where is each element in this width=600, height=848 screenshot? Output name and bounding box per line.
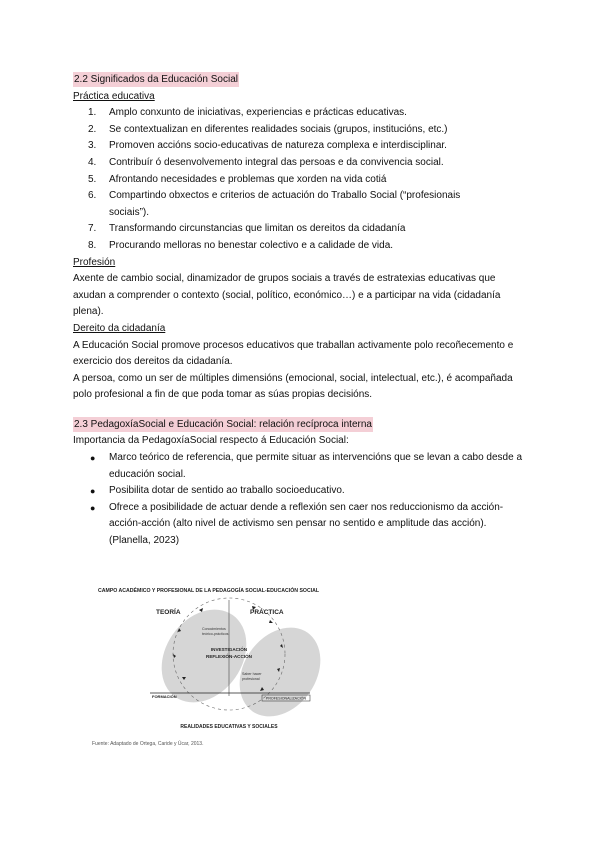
figure-caption: Fuente: Adaptado de Ortega, Caride y Úcar, 2013. [92,741,204,747]
subheading-profesion: Profesión [73,256,116,268]
list-item: 1. Amplo conxunto de iniciativas, experiencias e prácticas educativas. [88,107,407,119]
list-item: 2. Se contextualizan en diferentes realidades sociais (grupos, institucións, etc.) [88,123,448,135]
section-gap [73,404,529,417]
list-item: ● Posibilita dotar de sentido ao traballo socioeducativo. [73,483,529,500]
label-conocimientos-1: Conocimientos [202,627,226,631]
importancia-list [73,450,529,550]
label-conocimientos-2: teórico-prácticos [202,632,229,636]
bullet-icon: ● [90,453,96,464]
list-item: 6. Compartindo obxectos e criterios de actuación do Traballo Social (“profesionais sociais”). [88,190,461,218]
arrow-icon [199,608,203,612]
label-saber-hacer-1: Saber hacer [242,672,262,676]
subheading-practica: Práctica educativa [73,90,155,102]
list-item: 4. Contribuír ó desenvolvemento integral das persoas e da convivencia social. [88,156,444,168]
list-item: 3. Promoven accións socio-educativas de natureza complexa e interdisciplinar. [88,140,447,152]
bullet-icon: ● [90,502,96,513]
list-item: ● Marco teórico de referencia, que permite situar as intervencións que se levan a cabo desde a educación social. [90,452,523,480]
pedagogy-diagram [92,584,350,752]
label-reflexion-accion: REFLEXIÓN-ACCIÓN [206,654,252,659]
profesion-paragraph: Axente de cambio social, dinamizador de grupos sociais a través de estratexias educativas que axudan a comprender o contexto (social, político, económico…) e a participar na vida (cidadanía plena). [73,273,501,318]
diagram-title: CAMPO ACADÉMICO Y PROFESIONAL DE LA PEDAGOGÍA SOCIAL-EDUCACIÓN SOCIAL [98,588,320,594]
label-formacion: FORMACIÓN [152,694,177,699]
bullet-icon: ● [90,486,96,497]
list-item: 5. Afrontando necesidades e problemas que xorden na vida cotiá [88,173,387,185]
section-heading-2-3: 2.3 PedagoxíaSocial e Educación Social: relación recíproca interna [74,418,372,430]
label-practica: PRÁCTICA [250,609,284,616]
diagram-svg [92,584,350,744]
document-content [73,72,529,550]
label-investigacion: INVESTIGACIÓN [210,647,248,652]
list-item: 8. Procurando melloras no benestar colectivo e a calidade de vida. [88,239,394,251]
label-saber-hacer-2: profesional [242,677,260,681]
list-item: ● Ofrece a posibilidade de actuar dende a reflexión sen caer nos reduccionismo da acción-acción-acción (alto nivel de activismo sen pensar no sentido e amplitude das acción). (Planella, 2023) [90,501,504,547]
practica-list [73,105,529,254]
subheading-dereito: Dereito da cidadanía [73,322,166,334]
dereito-paragraph-1: A Educación Social promove procesos educativos que traballan activamente polo recoñecemento e exercicio dos dereitos da cidadanía. [73,339,514,368]
arrow-icon [269,620,273,623]
label-profesionalizacion: PROFESIONALIZACIÓN [265,696,307,701]
importancia-intro: Importancia da PedagoxíaSocial respecto á Educación Social: [73,435,349,447]
label-teoria: TEORÍA [156,609,181,616]
label-realidades: REALIDADES EDUCATIVAS Y SOCIALES [180,724,278,730]
dereito-paragraph-2: A persoa, como un ser de múltiples dimensións (emocional, social, intelectual, etc.), é acompañada polo profesional a fin de que poda tomar as súas propias decisións. [73,372,513,401]
section-heading-2-2: 2.2 Significados da Educación Social [74,74,238,85]
list-item: 7. Transformando circunstancias que limitan os dereitos da cidadanía [88,223,406,235]
